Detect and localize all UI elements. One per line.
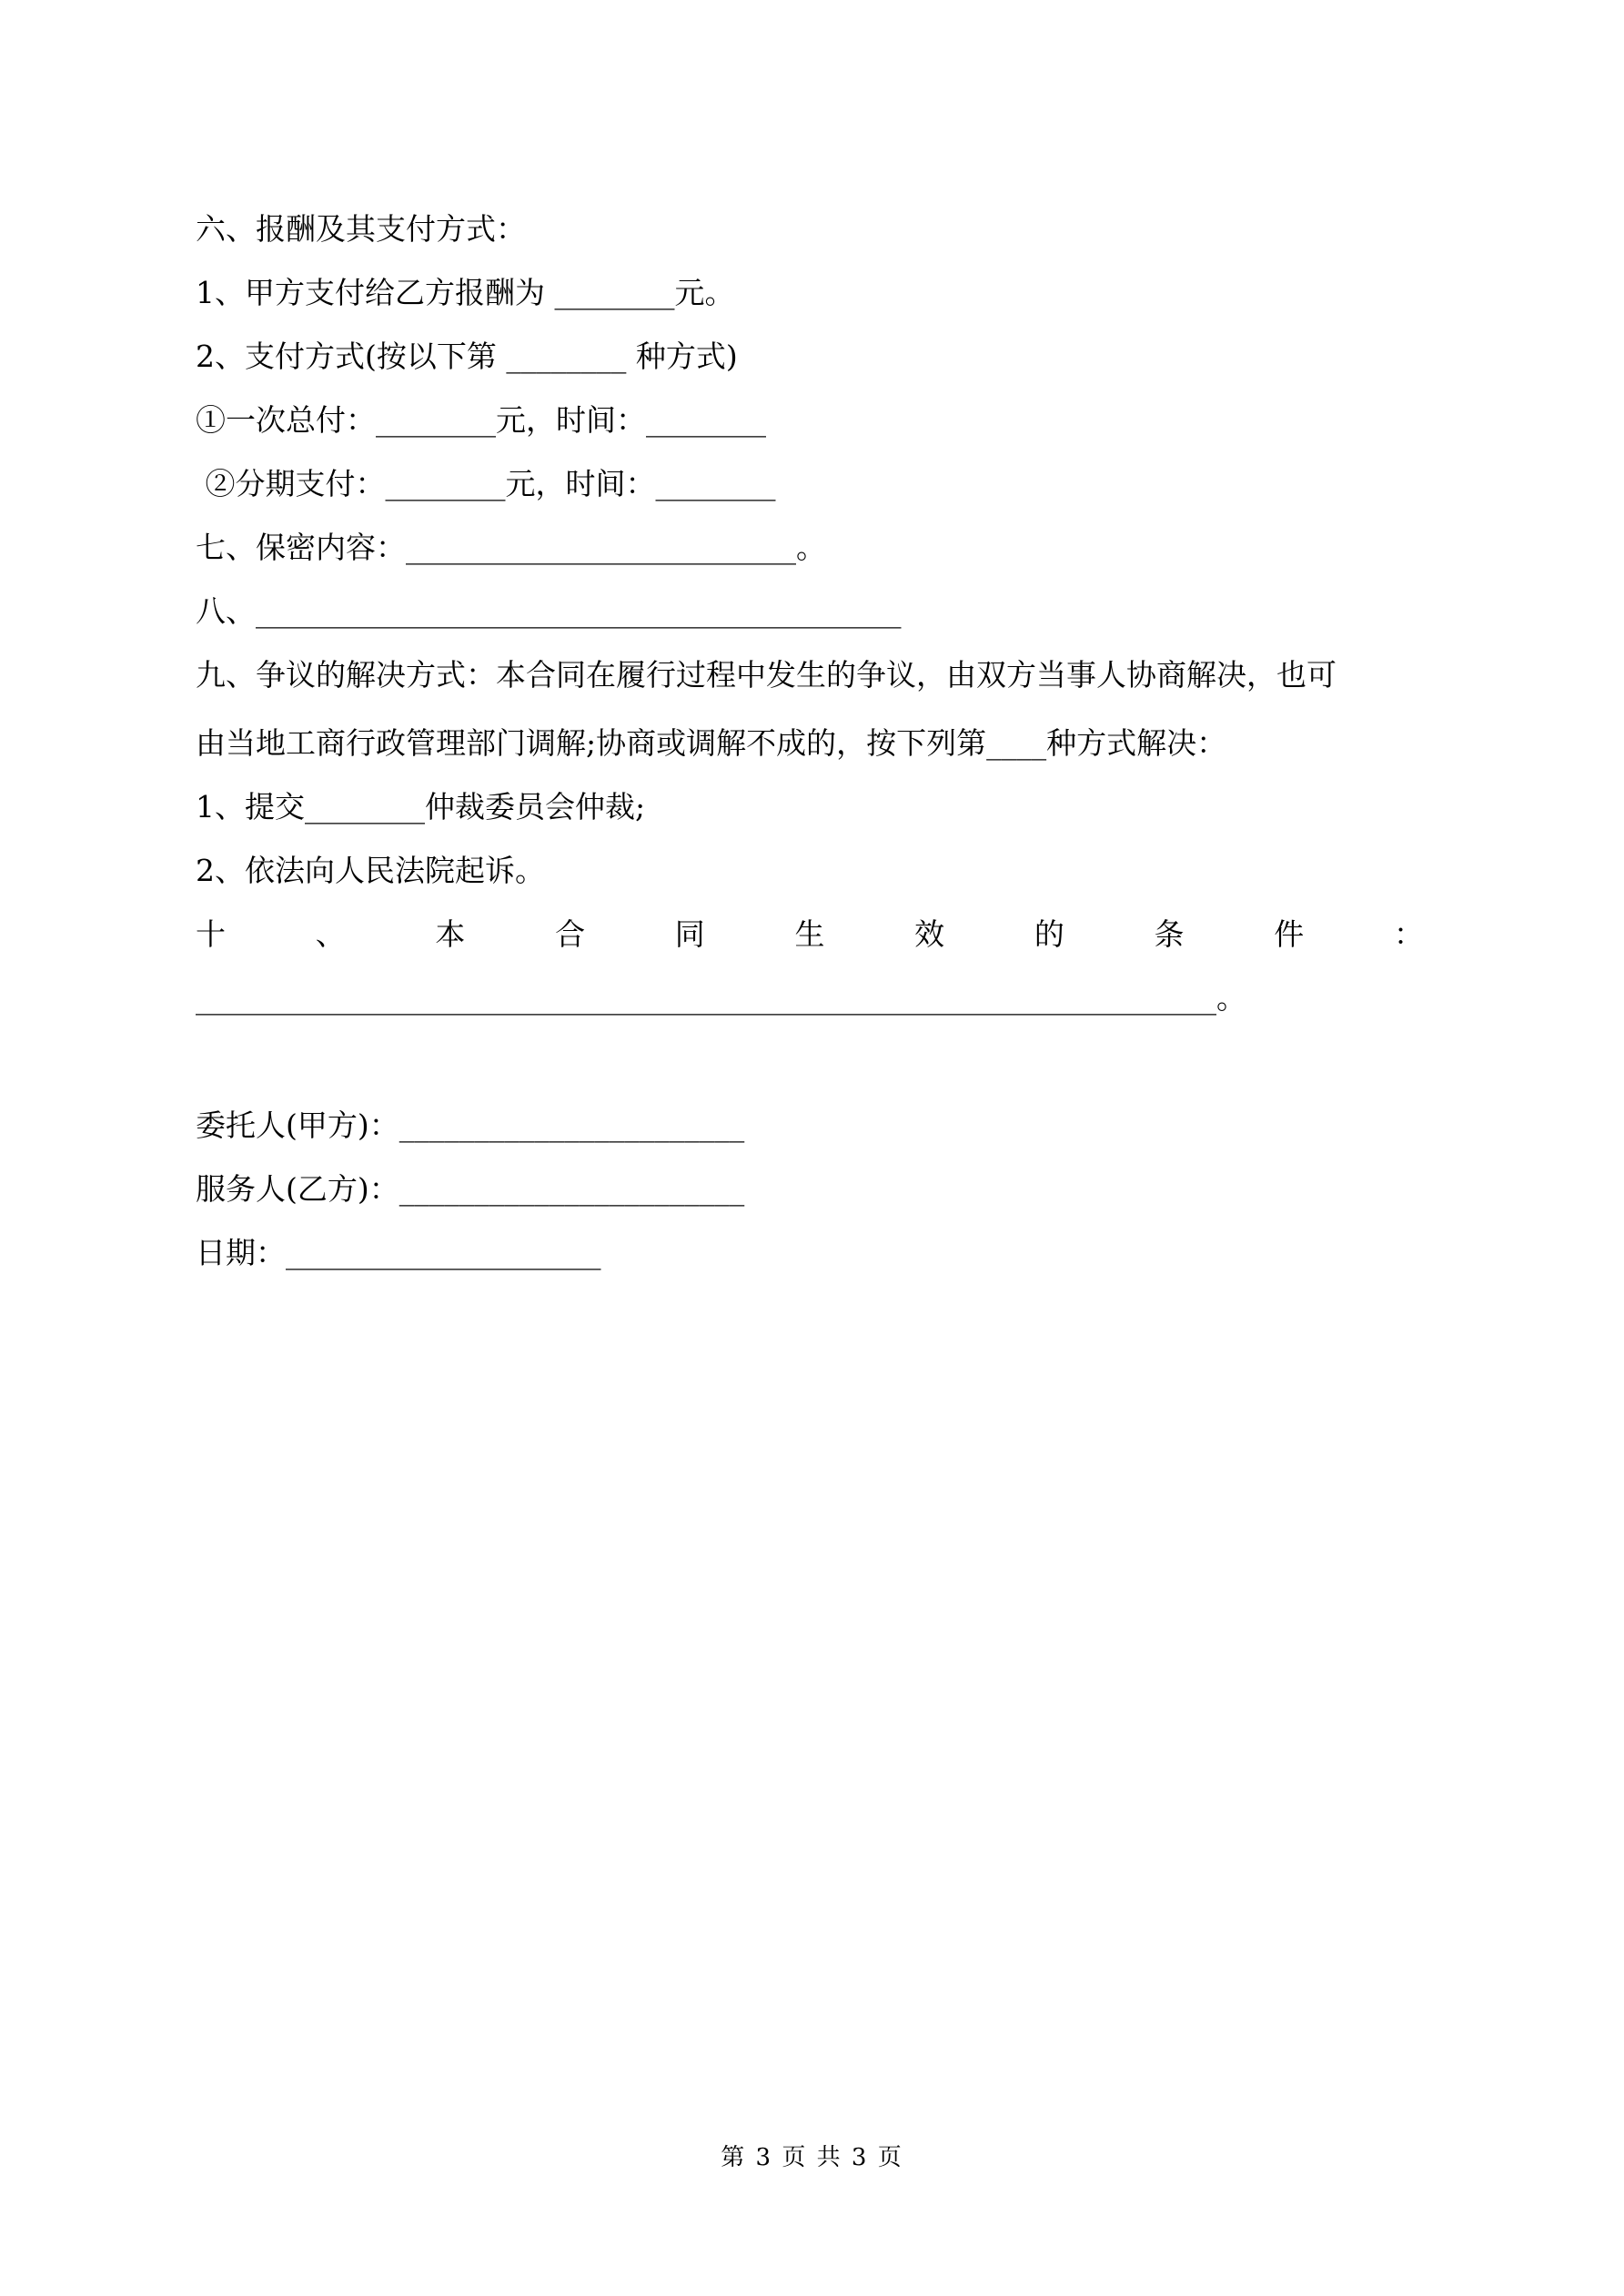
section-ten-char: 的	[1034, 916, 1064, 952]
section-nine-line-2: 由当地工商行政管理部门调解;协商或调解不成的，按下列第____种方式解决：	[196, 725, 1227, 761]
section-six-item-1: 1、甲方支付给乙方报酬为 ________元。	[196, 275, 735, 310]
page-footer: 第 3 页 共 3 页	[721, 2144, 903, 2171]
section-ten-char: 生	[794, 916, 825, 952]
section-ten-char: 合	[555, 916, 586, 952]
section-six-heading: 六、报酬及其支付方式：	[196, 211, 526, 247]
section-nine-line-1: 九、争议的解决方式：本合同在履行过程中发生的争议，由双方当事人协商解决，也可	[196, 657, 1337, 693]
section-ten-char: 本	[435, 916, 466, 952]
section-eight: 八、___________________________________________	[196, 593, 902, 629]
section-ten-char: 件	[1274, 916, 1305, 952]
section-ten-blank-line: ____________________________________________________________________。	[196, 980, 1246, 1016]
section-ten-char: 、	[315, 916, 346, 952]
section-six-option-1: ①一次总付：________元，时间：________	[196, 402, 766, 438]
section-seven: 七、保密内容：__________________________。	[196, 530, 826, 565]
section-ten-char: 十	[196, 916, 226, 952]
section-ten-title	[196, 915, 1424, 955]
section-ten-char: ：	[1393, 916, 1424, 952]
section-ten-char: 效	[914, 916, 945, 952]
section-six-item-2: 2、支付方式(按以下第 ________ 种方式)	[196, 339, 738, 374]
signature-client: 委托人(甲方)：_______________________	[196, 1108, 745, 1143]
section-ten-char: 同	[674, 916, 705, 952]
section-nine-item-2: 2、依法向人民法院起诉。	[196, 853, 545, 888]
section-nine-item-1: 1、提交________仲裁委员会仲裁;	[196, 789, 646, 824]
signature-provider: 服务人(乙方)：_______________________	[196, 1171, 745, 1207]
section-six-option-2: ②分期支付：________元，时间：________	[196, 466, 776, 501]
section-ten-char: 条	[1154, 916, 1185, 952]
signature-date: 日期：_____________________	[196, 1235, 601, 1270]
